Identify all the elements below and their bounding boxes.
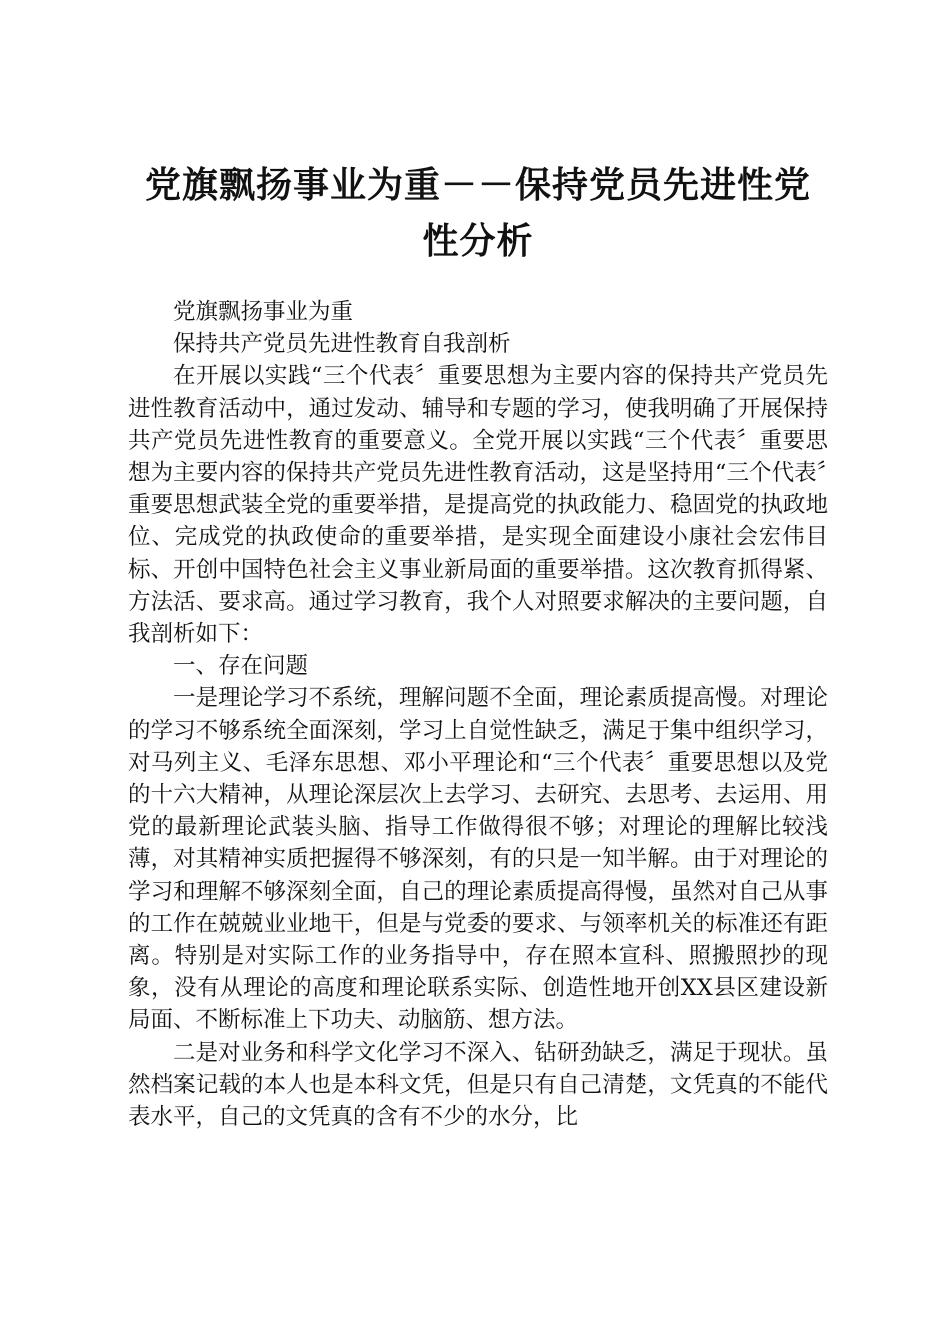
document-body xyxy=(128,296,828,1133)
document-title: 党旗飘扬事业为重－－保持党员先进性党性分析 xyxy=(144,165,811,262)
section-heading: 一、存在问题 xyxy=(173,653,309,680)
subtitle-line: 保持共产党员先进性教育自我剖析 xyxy=(173,331,511,358)
subtitle-line: 党旗飘扬事业为重 xyxy=(173,299,354,325)
body-paragraph: 在开展以实践“三个代表〞重要思想为主要内容的保持共产党员先进性教育活动中，通过发动、辅导和专题的学习，使我明确了开展保持共产党员先进性教育的重要意义。全党开展以实践“三个代表〞重要思想为主要内容的保持共产党员先进性教育活动，这是坚持用“三个代表〞重要思想武装全党的重要举措，是提高党的执政能力、稳固党的执政地位、完成党的执政使命的重要举措，是实现全面建设小康社会宏伟目标、开创中国特色社会主义事业新局面的重要举措。这次教育抓得紧、方法活、要求高。通过学习教育，我个人对照要求解决的主要问题，自我剖析如下： xyxy=(128,363,828,648)
body-paragraph: 一是理论学习不系统，理解问题不全面，理论素质提高慢。对理论的学习不够系统全面深刻，学习上自觉性缺乏，满足于集中组织学习，对马列主义、毛泽东思想、邓小平理论和“三个代表〞重要思想以及党的十六大精神，从理论深层次上去学习、去研究、去思考、去运用、用党的最新理论武装头脑、指导工作做得很不够；对理论的理解比较浅薄，对其精神实质把握得不够深刻，有的只是一知半解。由于对理论的学习和理解不够深刻全面，自己的理论素质提高得慢，虽然对自己从事的工作在兢兢业业地干，但是与党委的要求、与领率机关的标准还有距离。特别是对实际工作的业务指导中，存在照本宣科、照搬照抄的现象，没有从理论的高度和理论联系实际、创造性地开创XX县区建设新局面、不断标准上下功夫、动脑筋、想方法。 xyxy=(128,685,828,1034)
body-paragraph: 二是对业务和科学文化学习不深入、钻研劲缺乏，满足于现状。虽然档案记载的本人也是本科文凭，但是只有自己清楚，文凭真的不能代表水平，自己的文凭真的含有不少的水分，比 xyxy=(128,1039,828,1131)
